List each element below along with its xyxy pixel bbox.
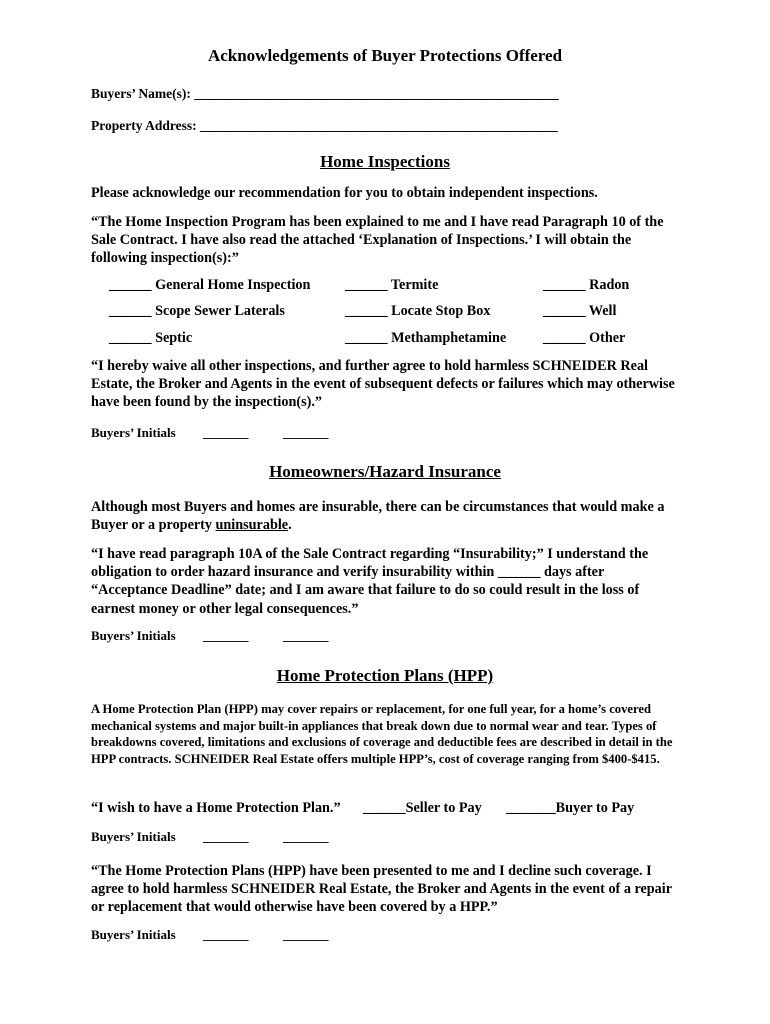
initials-row-3	[91, 829, 329, 845]
initials-field-1[interactable]: _______	[203, 927, 249, 942]
option-other[interactable]: ______ Other	[543, 330, 626, 346]
option-radon[interactable]: ______ Radon	[543, 277, 630, 293]
hpp-heading: Home Protection Plans (HPP)	[276, 666, 494, 685]
initials-label: Buyers’ Initials	[91, 628, 176, 643]
seller-to-pay-field[interactable]: ______Seller to Pay	[363, 800, 482, 816]
property-address-label: Property Address:	[91, 118, 197, 133]
property-address-row	[91, 118, 558, 134]
initials-field-1[interactable]: _______	[203, 628, 249, 643]
days-field[interactable]: ______	[497, 564, 541, 581]
option-septic[interactable]: ______ Septic	[109, 330, 193, 346]
buyers-name-field[interactable]: ______________________________________________________	[194, 86, 559, 101]
option-locate-stop-box[interactable]: ______ Locate Stop Box	[345, 303, 491, 319]
initials-field-2[interactable]: _______	[283, 829, 329, 844]
hpp-intro: A Home Protection Plan (HPP) may cover repairs or replacement, for one full year, for a home’s covered mechanical systems and major built-in appliances that break down due to normal wear and tear. Types of breakdowns covered, limitations and exclusions of coverage and deductible fees are described in detail in the HPP contracts. SCHNEIDER Real Estate offers multiple HPP’s, cost of coverage ranging from $400-$415.	[91, 702, 673, 766]
insurance-quote: “I have read paragraph 10A of the Sale Contract regarding “Insurability;” I understand the obligation to order hazard insurance and verify insurability within ______ days after “Acceptance Deadline” date; and I am aware that failure to do so could result in the loss of earnest money or other legal consequences.”	[91, 546, 649, 617]
uninsurable-underline: uninsurable	[215, 517, 289, 534]
option-general-home-inspection[interactable]: ______ General Home Inspection	[109, 277, 311, 293]
buyers-name-row	[91, 86, 559, 102]
option-well[interactable]: ______ Well	[543, 303, 617, 319]
page-title: Acknowledgements of Buyer Protections Offered	[207, 46, 563, 65]
hpp-decline: “The Home Protection Plans (HPP) have been presented to me and I decline such coverage. I agree to hold harmless SCHNEIDER Real Estate, the Broker and Agents in the event of a repair or replacement that would otherwise have been covered by a HPP.”	[91, 863, 672, 916]
buyers-name-label: Buyers’ Name(s):	[91, 86, 191, 101]
option-methamphetamine[interactable]: ______ Methamphetamine	[345, 330, 507, 346]
initials-field-2[interactable]: _______	[283, 425, 329, 440]
initials-field-2[interactable]: _______	[283, 927, 329, 942]
initials-label: Buyers’ Initials	[91, 927, 176, 942]
property-address-field[interactable]: _____________________________________________________	[200, 118, 558, 133]
initials-label: Buyers’ Initials	[91, 829, 176, 844]
hpp-wish-text: “I wish to have a Home Protection Plan.”	[91, 800, 341, 816]
hpp-wish-row	[91, 800, 635, 817]
initials-label: Buyers’ Initials	[91, 425, 176, 440]
insurance-heading: Homeowners/Hazard Insurance	[269, 462, 501, 481]
inspections-quote: “The Home Inspection Program has been explained to me and I have read Paragraph 10 of the Sale Contract. I have also read the attached ‘Explanation of Inspections.’ I will obtain the following inspection(s):”	[91, 214, 664, 267]
initials-field-2[interactable]: _______	[283, 628, 329, 643]
buyer-to-pay-field[interactable]: _______Buyer to Pay	[506, 800, 635, 816]
inspections-waiver: “I hereby waive all other inspections, and further agree to hold harmless SCHNEIDER Real Estate, the Broker and Agents in the event of subsequent defects or failures which may otherwise have been found by the inspection(s).”	[91, 358, 675, 411]
initials-row-2	[91, 628, 329, 644]
initials-field-1[interactable]: _______	[203, 425, 249, 440]
initials-field-1[interactable]: _______	[203, 829, 249, 844]
option-termite[interactable]: ______ Termite	[345, 277, 439, 293]
initials-row-4	[91, 927, 329, 943]
initials-row-1	[91, 425, 329, 441]
option-scope-sewer-laterals[interactable]: ______ Scope Sewer Laterals	[109, 303, 285, 319]
insurance-intro: Although most Buyers and homes are insurable, there can be circumstances that would make a Buyer or a property uninsurable.	[91, 499, 665, 534]
inspections-intro: Please acknowledge our recommendation for you to obtain independent inspections.	[91, 185, 598, 201]
home-inspections-heading: Home Inspections	[320, 152, 450, 171]
